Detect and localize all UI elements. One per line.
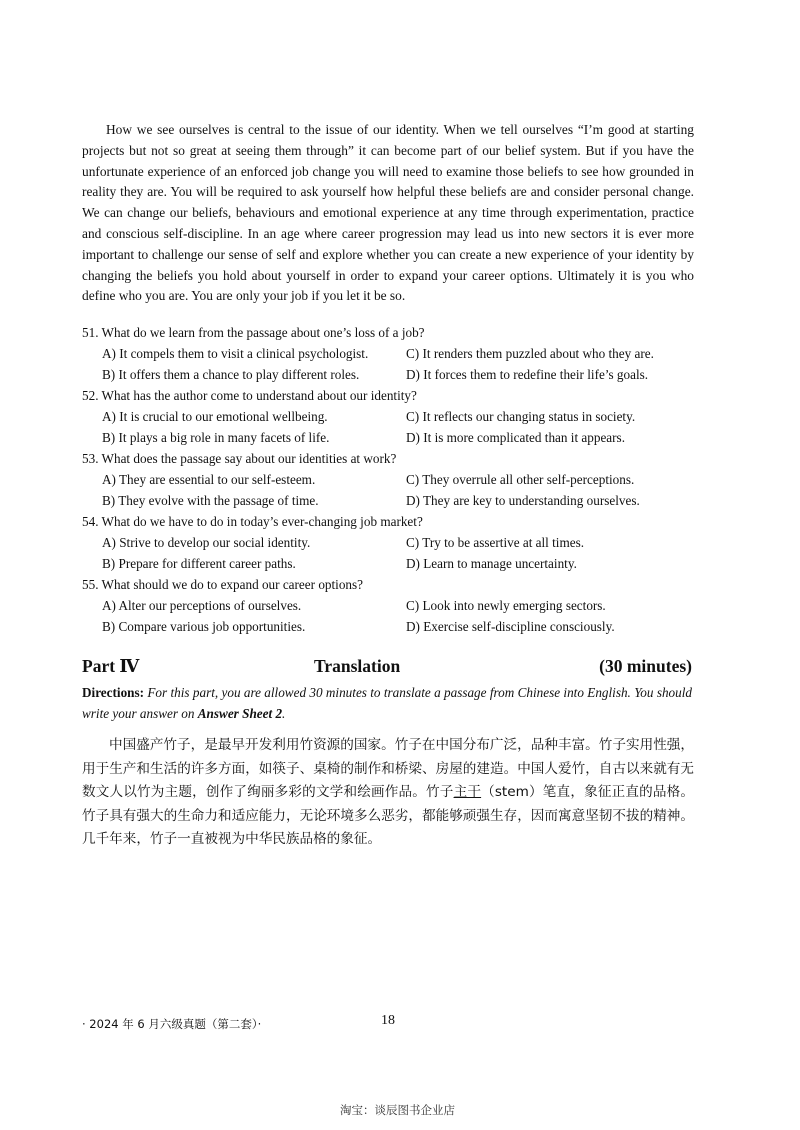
part-label: Part Ⅳ <box>82 656 140 676</box>
part-time: (30 minutes) <box>599 656 692 676</box>
option-a: A) It compels them to visit a clinical psychologist. <box>102 346 369 361</box>
question-55 <box>82 574 702 637</box>
option-b: B) They evolve with the passage of time. <box>102 493 319 508</box>
directions-text: For this part, you are allowed 30 minutes to translate a passage from Chinese into English. You should write your answer on <box>82 685 693 721</box>
question-stem: 52. What has the author come to understand about our identity? <box>82 388 417 403</box>
option-c: C) Look into newly emerging sectors. <box>406 598 606 613</box>
directions-end: . <box>282 706 286 721</box>
question-51 <box>82 322 702 385</box>
question-52 <box>82 385 702 448</box>
option-c: C) Try to be assertive at all times. <box>406 535 585 550</box>
chinese-passage-part2: （stem）笔直，象征正直的品格。竹子具有强大的生命力和适应能力，无论环境多么恶劣，都能够顽强生存，因而寓意坚韧不拔的精神。几千年来，竹子一直被视为中华民族品格的象征。 <box>82 784 695 847</box>
option-d: D) Learn to manage uncertainty. <box>406 556 577 571</box>
part-header <box>82 656 692 682</box>
option-c: C) It reflects our changing status in society. <box>406 409 636 424</box>
option-d: D) It forces them to redefine their life’s goals. <box>406 367 649 382</box>
option-b: B) It offers them a chance to play different roles. <box>102 367 360 382</box>
part-title: Translation <box>314 656 401 676</box>
chinese-passage-term: 主干 <box>453 784 482 800</box>
question-stem: 55. What should we do to expand our career options? <box>82 577 364 592</box>
question-stem: 53. What does the passage say about our identities at work? <box>82 451 397 466</box>
question-stem: 54. What do we have to do in today’s ever-changing job market? <box>82 514 423 529</box>
option-d: D) They are key to understanding ourselves. <box>406 493 640 508</box>
answer-sheet-ref: Answer Sheet 2 <box>197 706 283 721</box>
option-a: A) Alter our perceptions of ourselves. <box>102 598 302 613</box>
option-d: D) Exercise self-discipline consciously. <box>406 619 615 634</box>
option-a: A) It is crucial to our emotional wellbeing. <box>102 409 328 424</box>
option-a: A) Strive to develop our social identity. <box>102 535 311 550</box>
question-list <box>82 322 702 637</box>
watermark: 淘宝：谈辰图书企业店 <box>340 1103 455 1117</box>
option-a: A) They are essential to our self-esteem. <box>102 472 316 487</box>
page-number: 18 <box>381 1013 395 1028</box>
chinese-passage <box>82 734 694 852</box>
option-d: D) It is more complicated than it appears. <box>406 430 625 445</box>
option-b: B) Prepare for different career paths. <box>102 556 296 571</box>
option-b: B) It plays a big role in many facets of life. <box>102 430 330 445</box>
question-54 <box>82 511 702 574</box>
footer-exam-label: · 2024 年 6 月六级真题（第二套）· <box>82 1017 262 1031</box>
directions-label: Directions: <box>82 685 145 700</box>
directions <box>82 682 692 724</box>
option-c: C) They overrule all other self-perceptions. <box>406 472 635 487</box>
question-stem: 51. What do we learn from the passage about one’s loss of a job? <box>82 325 425 340</box>
chinese-passage-part1: 中国盛产竹子，是最早开发利用竹资源的国家。竹子在中国分布广泛，品种丰富。竹子实用性强，用于生产和生活的许多方面，如筷子、桌椅的制作和桥梁、房屋的建造。中国人爱竹，自古以来就有无数文人以竹为主题，创作了绚丽多彩的文学和绘画作品。竹子 <box>82 737 694 800</box>
option-b: B) Compare various job opportunities. <box>102 619 306 634</box>
option-c: C) It renders them puzzled about who they are. <box>406 346 654 361</box>
question-53 <box>82 448 702 511</box>
reading-passage: How we see ourselves is central to the issue of our identity. When we tell ourselves “I’m good at starting projects but not so great at seeing them through” it can become part of our belief system. But if you have the unfortunate experience of an enforced job change you will need to examine those beliefs to see how grounded in reality they are. You will be required to ask yourself how helpful these beliefs are and consider personal change. We can change our beliefs, behaviours and emotional experience at any time through experimentation, practice and conscious self-discipline. In an age where career progression may lead us into new sectors it is ever more important to challenge our sense of self and explore whether you can create a new experience of your identity by changing the beliefs you hold about yourself in order to expand your career options. Ultimately it is you who define who you are. You are only your job if you let it be so. <box>82 122 694 304</box>
